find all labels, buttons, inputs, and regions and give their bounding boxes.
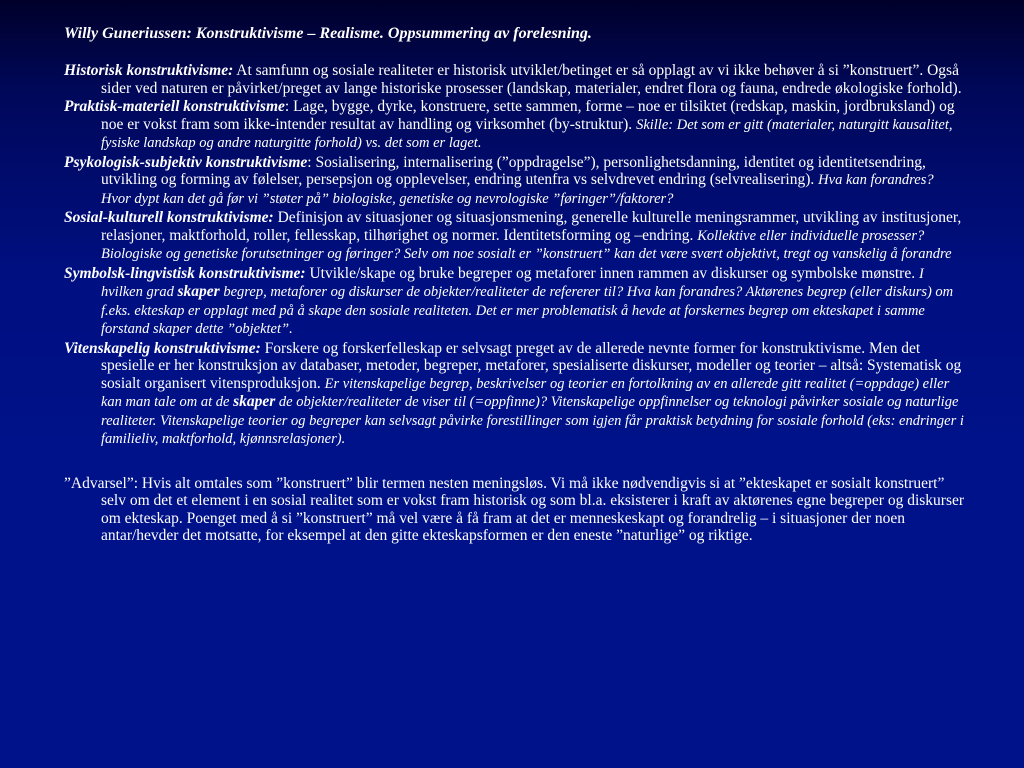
section-heading: Sosial-kulturell konstruktivisme:: [64, 209, 274, 226]
section-italic-text: Hva kan forandres? Hvor dypt kan det gå før vi ”støter på” biologiske, genetiske og nevrologiske ”føringer”/faktorer?: [101, 172, 934, 207]
section-sosial: [64, 209, 966, 264]
section-praktisk: [64, 98, 966, 153]
section-italic-text: I hvilken grad: [101, 265, 924, 300]
spacer: [64, 449, 966, 475]
section-italic-text: Kollektive eller individuelle prosesser? Biologiske og genetiske forutsetninger og føringer? Selv om noe sosialt er ”konstruert” kan det være svært objektivt, tregt og vanskelig å forandre: [101, 227, 952, 262]
section-text: : Lage, bygge, dyrke, konstruere, sette sammen, forme – noe er tilsiktet (redskap, maskin, jordbruksland) og noe er vokst fram som ikke-intender resultat av handling og virksomhet (by-struktur).: [101, 98, 955, 133]
section-vitenskapelig: [64, 340, 966, 449]
section-symbolsk: [64, 265, 966, 339]
section-italic-text: Er vitenskapelige begrep, beskrivelser og teorier en fortolkning av en allerede gitt realitet (=oppdage) eller kan man tale om at de: [101, 375, 950, 410]
section-text: Utvikle/skape og bruke begreper og metaforer innen rammen av diskurser og symbolske mønstre.: [305, 264, 919, 282]
section-heading: Vitenskapelig konstruktivisme:: [64, 339, 261, 357]
section-text: Definisjon av situasjoner og situasjonsmening, generelle kulturelle meningsrammer, utvikling av institusjoner, relasjoner, maktforhold, roller, fellesskap, tilhørighet og normer. Identitetsforming og –endring.: [101, 209, 962, 244]
section-psykologisk: [64, 154, 966, 209]
section-heading: Psykologisk-subjektiv konstruktivisme: [64, 153, 308, 171]
section-italic-text: Skille: Det som er gitt (materialer, naturgitt kausalitet, fysiske landskap og andre naturgitte forhold) vs. det som er laget.: [101, 116, 953, 151]
section-text: At samfunn og sosiale realiteter er historisk utviklet/betinget er så opplagt av vi ikke behøver å si ”konstruert”. Også sider ved naturen er påvirket/preget av lange historiske prosesser (landskap, materialer, endret flora og fauna, endrede økologiske forhold).: [101, 62, 962, 97]
section-text: : Sosialisering, internalisering (”oppdragelse”), personlighetsdanning, identitet og identitetsendring, utvikling og forming av følelser, persepsjon og opplevelser, endring utenfra vs selvdrevet endring (selvrealisering).: [101, 153, 926, 188]
section-emphasis: skaper: [233, 393, 276, 410]
section-heading: Historisk konstruktivisme:: [64, 62, 234, 79]
warning-paragraph: ”Advarsel”: Hvis alt omtales som ”konstruert” blir termen nesten meningsløs. Vi må ikke nødvendigvis si at ”ekteskapet er sosialt konstruert” selv om det et element i en sosial realitet som er vokst fram historisk og som bl.a. eksisterer i kraft av aktørenes egne begreper og diskurser om ekteskap. Poenget med å si ”konstruert” må vel være å få fram at det er menneskeskapt og forandrelig – i situasjoner der noen antar/hevder det motsatte, for eksempel at den gitte ekteskapsformen er den eneste ”naturlige” og riktige.: [64, 474, 965, 544]
section-heading: Praktisk-materiell konstruktivisme: [64, 98, 285, 115]
section-italic-text: de objekter/realiteter de viser til (=oppfinne)? Vitenskapelige oppfinnelser og teknologi påvirker sosiale og naturlige realiteter. Vitenskapelige teorier og begreper kan selvsagt påvirke forestillinger som igjen får praktisk betydning for sosiale forhold (eks: endringer i familieliv, maktforhold, kjønnsrelasjoner).: [101, 394, 964, 447]
section-heading: Symbolsk-lingvistisk konstruktivisme:: [64, 264, 306, 282]
slide-title: Willy Guneriussen: Konstruktivisme – Realisme. Oppsummering av forelesning.: [64, 25, 592, 42]
section-historisk: [64, 62, 966, 97]
section-italic-text: begrep, metaforer og diskurser de objekter/realiteter de refererer til? Hva kan forandres? Aktørenes begrep (eller diskurs) om f.eks. ekteskap er opplagt med på å skape den sosiale realiteten. Det er mer problematisk å hevde at forskernes begrep om ekteskapet i samme forstand skaper dette ”objektet”.: [101, 284, 954, 337]
section-emphasis: skaper: [177, 283, 220, 300]
section-text: Forskere og forskerfelleskap er selvsagt preget av de allerede nevnte former for konstruktivisme. Men det spesielle er her konstruksjon av databaser, metoder, begreper, metaforer, spesialiserte diskurser, modeller og teorier – altså: Systematisk og sosialt organisert vitensproduksjon.: [101, 339, 962, 392]
